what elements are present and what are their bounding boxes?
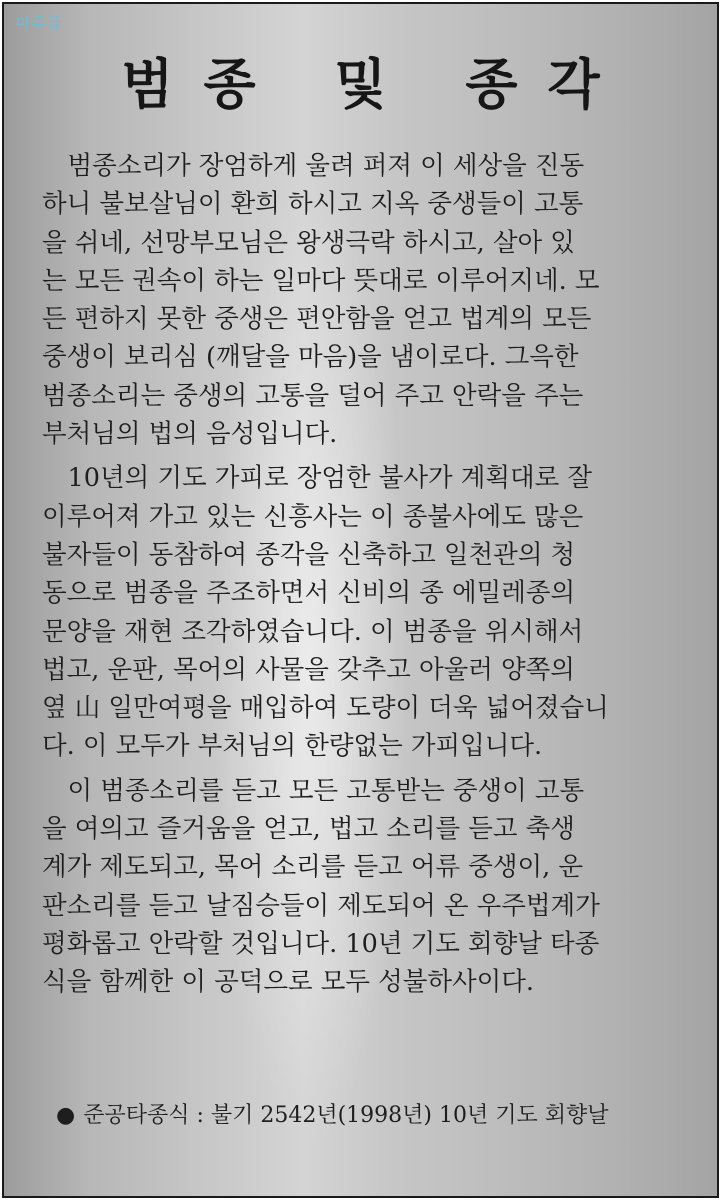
- text-line: 동으로 범종을 주조하면서 신비의 종 에밀레종의: [42, 578, 576, 609]
- text-line: 든 편하지 못한 중생은 편안함을 얻고 법계의 모든: [42, 304, 592, 335]
- text-line: 을 쉬네, 선망부모님은 왕생극락 하시고, 살아 있: [42, 227, 575, 258]
- text-line: 10년의 기도 가피로 장엄한 불사가 계획대로 잘: [42, 463, 592, 494]
- paragraph-2: [42, 459, 690, 765]
- text-line: 옆 山 일만여평을 매입하여 도량이 더욱 넓어졌습니: [42, 693, 609, 724]
- text-line: 불자들이 동참하여 종각을 신축하고 일천관의 청: [42, 539, 576, 570]
- text-line: 법고, 운판, 목어의 사물을 갖추고 아울러 양쪽의: [42, 654, 575, 685]
- text-line: 문양을 재현 조각하였습니다. 이 범종을 위시해서: [42, 616, 584, 647]
- text-line: 계가 제도되고, 목어 소리를 듣고 어류 중생이, 운: [42, 852, 583, 883]
- paragraph-3: [42, 772, 690, 1002]
- bullet-icon: ●: [56, 1103, 76, 1128]
- text-line: 범종소리가 장엄하게 울려 퍼져 이 세상을 진동: [42, 151, 585, 181]
- text-line: 평화롭고 안락할 것입니다. 10년 기도 회향날 타종: [42, 928, 600, 959]
- text-line: 식을 함께한 이 공덕으로 모두 성불하사이다.: [42, 967, 535, 998]
- text-line: 범종소리는 중생의 고통을 덜어 주고 안락을 주는: [42, 380, 584, 411]
- text-line: 는 모든 권속이 하는 일마다 뜻대로 이루어지네. 모: [42, 265, 600, 296]
- body-text: [42, 147, 690, 1002]
- text-line: 부처님의 법의 음성입니다.: [42, 419, 338, 450]
- text-line: 이루어져 가고 있는 신흥사는 이 종불사에도 많은: [42, 501, 584, 532]
- page-title: 범종 및 종각: [121, 53, 630, 116]
- sign-plaque: [2, 2, 719, 1198]
- footnote-text: 준공타종식 : 불기 2542년(1998년) 10년 기도 회향날: [83, 1103, 609, 1128]
- paragraph-1: [42, 147, 690, 453]
- text-line: 판소리를 듣고 날짐승들이 제도되어 온 우주법계가: [42, 890, 600, 921]
- text-line: 이 범종소리를 듣고 모든 고통받는 중생이 고통: [42, 775, 585, 806]
- text-line: 을 여의고 즐거움을 얻고, 법고 소리를 듣고 축생: [42, 814, 575, 845]
- footnote: [56, 1098, 609, 1129]
- text-line: 중생이 보리심 (깨달을 마음)을 냄이로다. 그윽한: [42, 342, 579, 373]
- text-line: 다. 이 모두가 부처님의 한량없는 가피입니다.: [42, 731, 543, 762]
- watermark: 마루금: [16, 14, 63, 32]
- text-line: 하니 불보살님이 환희 하시고 지옥 중생들이 고통: [42, 189, 584, 220]
